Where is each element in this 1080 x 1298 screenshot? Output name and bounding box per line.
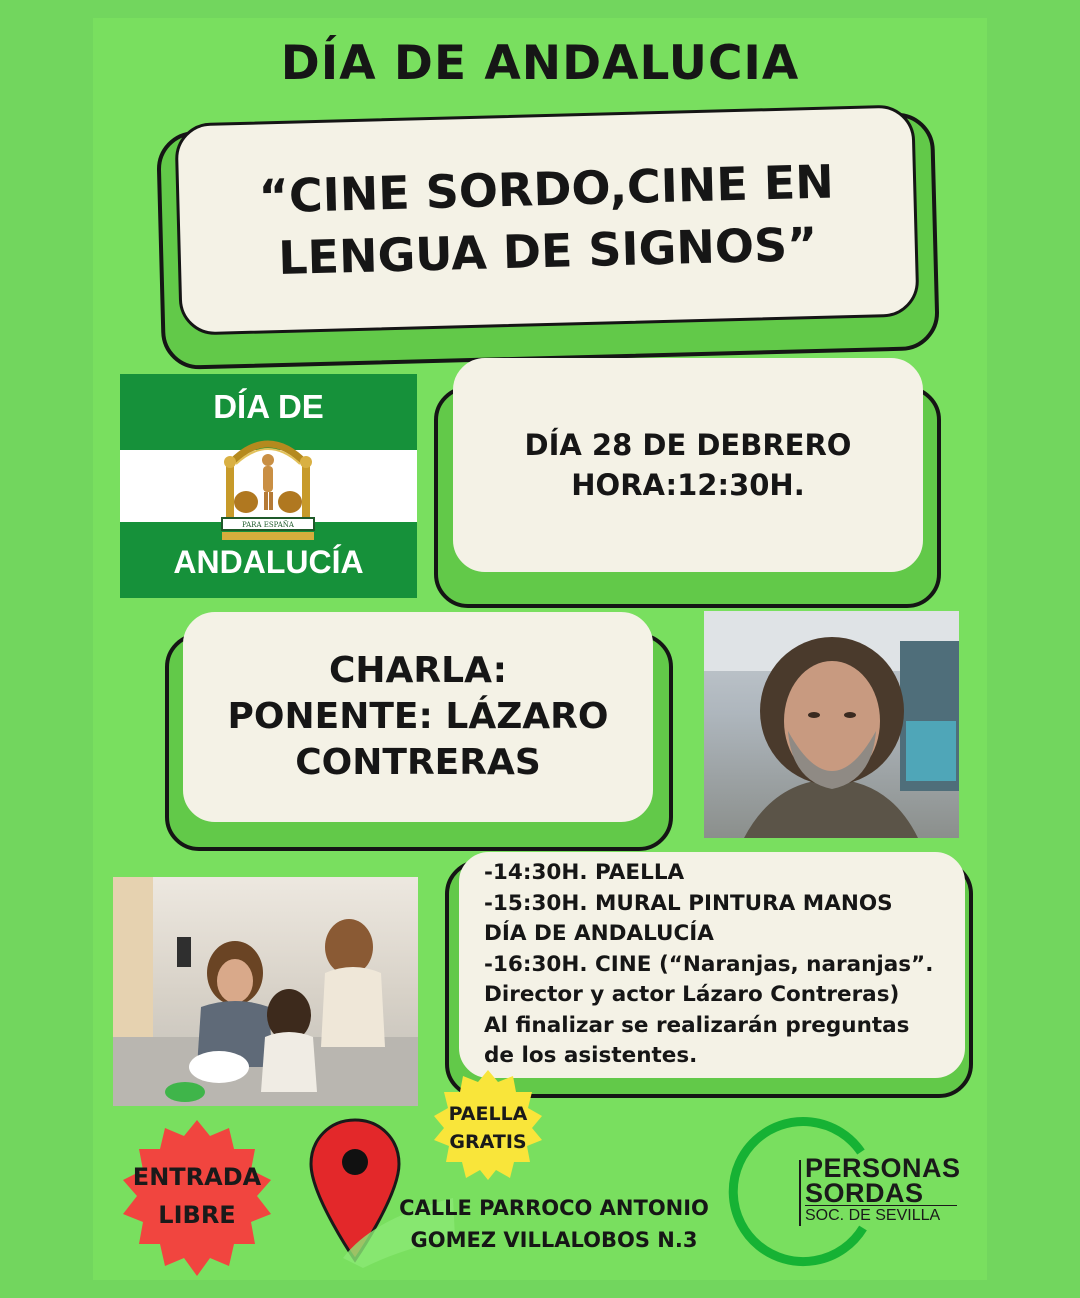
event-poster [93, 18, 987, 1280]
organization-logo [805, 1153, 987, 1226]
banner-line-1: “CINE SORDO,CINE EN [257, 154, 835, 224]
flag-top-text: DÍA DE [213, 388, 324, 425]
talk-line-1: CHARLA: [329, 650, 507, 691]
logo-line-1: PERSONAS [805, 1153, 961, 1183]
andalucia-flag [120, 374, 417, 598]
paella-badge-line-2: GRATIS [449, 1131, 527, 1153]
schedule-item: -16:30H. CINE (“Naranjas, naranjas”. [484, 951, 934, 977]
children-painting-icon [113, 877, 418, 1106]
paella-badge-line-1: PAELLA [448, 1103, 528, 1125]
date-box [453, 358, 923, 572]
entrada-badge-line-1: ENTRADA [132, 1163, 262, 1191]
talk-line-3: CONTRERAS [295, 742, 541, 783]
event-date: DÍA 28 DE DEBRERO [524, 428, 852, 462]
logo-line-3: SOC. DE SEVILLA [805, 1205, 957, 1226]
schedule-item: -15:30H. MURAL PINTURA MANOS [484, 890, 893, 916]
paella-badge [430, 1100, 546, 1156]
address-line-2: GOMEZ VILLALOBOS N.3 [410, 1228, 698, 1252]
logo-line-2: SORDAS [805, 1178, 924, 1208]
talk-box [183, 612, 653, 822]
main-banner [174, 104, 919, 335]
schedule-box [459, 852, 965, 1078]
flag-bottom-text: ANDALUCÍA [173, 544, 364, 580]
schedule-item: DÍA DE ANDALUCÍA [484, 921, 714, 947]
address-line-1: CALLE PARROCO ANTONIO [399, 1196, 709, 1220]
event-address [389, 1192, 719, 1256]
entrada-badge-line-2: LIBRE [158, 1201, 236, 1229]
entrada-badge [115, 1158, 279, 1234]
event-time: HORA:12:30H. [571, 468, 805, 502]
schedule-item: Director y actor Lázaro Contreras) [484, 982, 900, 1008]
talk-line-2: PONENTE: LÁZARO [227, 696, 609, 737]
speaker-photo [704, 611, 959, 838]
coat-of-arms-icon [218, 424, 318, 548]
schedule-item: Al finalizar se realizarán preguntas [484, 1012, 910, 1038]
schedule-item: de los asistentes. [484, 1043, 698, 1069]
page-title: DÍA DE ANDALUCIA [280, 36, 800, 91]
activity-photo [113, 877, 418, 1106]
speaker-portrait-icon [704, 611, 959, 838]
svg-text:PARA ESPAÑA: PARA ESPAÑA [242, 521, 294, 529]
schedule-item: -14:30H. PAELLA [484, 860, 685, 886]
banner-line-2: LENGUA DE SIGNOS” [277, 216, 818, 286]
